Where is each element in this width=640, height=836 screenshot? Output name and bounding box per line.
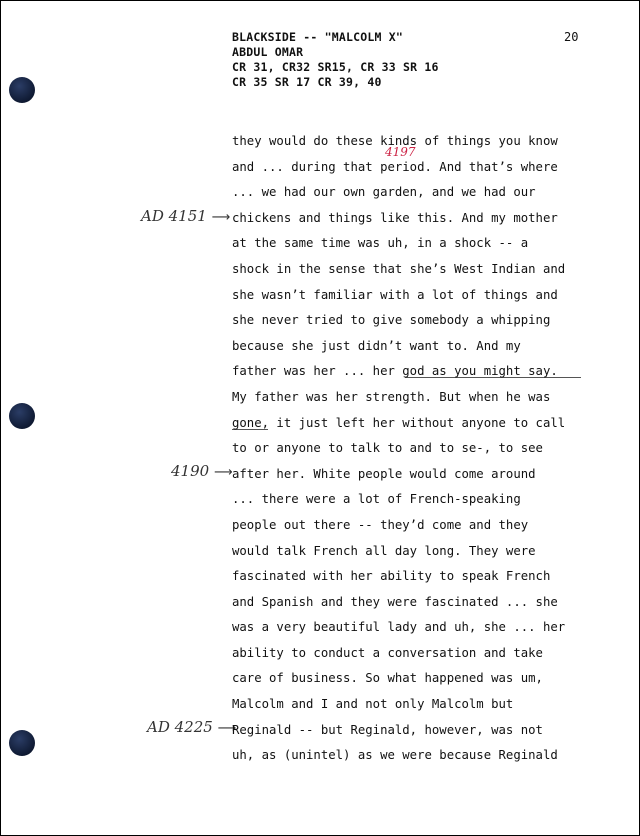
header-speaker: ABDUL OMAR bbox=[232, 45, 304, 59]
transcript-line: ability to conduct a conversation and take bbox=[232, 645, 543, 660]
margin-timecode-3 bbox=[147, 718, 236, 736]
header-title: BLACKSIDE -- "MALCOLM X" bbox=[232, 30, 403, 44]
transcript-line: she wasn’t familiar with a lot of things and bbox=[232, 287, 558, 302]
red-timecode-note: 4197 bbox=[385, 145, 416, 159]
transcript-line: at the same time was uh, in a shock -- a bbox=[232, 236, 529, 251]
margin-timecode-1 bbox=[141, 207, 230, 225]
arrow-icon: ⟶ bbox=[213, 465, 233, 480]
transcript-line: would talk French all day long. They were bbox=[232, 543, 536, 558]
transcript-line: uh, as (unintel) as we were because Reginald bbox=[232, 748, 558, 763]
binder-hole-middle bbox=[9, 403, 35, 429]
transcript-line: Reginald -- but Reginald, however, was not bbox=[232, 722, 543, 737]
margin-timecode-2-text: 4190 bbox=[171, 462, 210, 480]
transcript-line: care of business. So what happened was um, bbox=[232, 671, 543, 686]
transcript-line: Malcolm and I and not only Malcolm but bbox=[232, 697, 514, 712]
margin-timecode-1-text: AD 4151 bbox=[141, 207, 207, 225]
binder-hole-top bbox=[9, 77, 35, 103]
page-number: 20 bbox=[564, 30, 579, 44]
transcript-line: because she just didn’t want to. And my bbox=[232, 338, 521, 353]
arrow-icon: ⟶ bbox=[211, 210, 231, 225]
transcript-body bbox=[232, 131, 592, 771]
transcript-header bbox=[232, 30, 439, 90]
transcript-line: chickens and things like this. And my mother bbox=[232, 210, 558, 225]
transcript-line: after her. White people would come around bbox=[232, 466, 536, 481]
transcript-line: and ... during that period. And that’s where bbox=[232, 159, 558, 174]
header-rolls-2: CR 35 SR 17 CR 39, 40 bbox=[232, 75, 382, 89]
transcript-line: people out there -- they’d come and they bbox=[232, 517, 529, 532]
binder-hole-bottom bbox=[9, 730, 35, 756]
transcript-line: fascinated with her ability to speak French bbox=[232, 569, 551, 584]
transcript-line: they would do these kinds of things you know bbox=[232, 134, 558, 148]
transcript-line: was a very beautiful lady and uh, she ... her bbox=[232, 620, 566, 635]
transcript-line: ... we had our own garden, and we had our bbox=[232, 185, 536, 200]
header-rolls-1: CR 31, CR32 SR15, CR 33 SR 16 bbox=[232, 60, 439, 74]
margin-timecode-3-text: AD 4225 bbox=[147, 718, 213, 736]
transcript-line: gone, it just left her without anyone to call bbox=[232, 415, 566, 430]
transcript-line: ... there were a lot of French-speaking bbox=[232, 492, 521, 507]
transcript-line: father was her ... her god as you might say. bbox=[232, 364, 558, 379]
transcript-line: to or anyone to talk to and to se-, to see bbox=[232, 441, 543, 456]
margin-timecode-2 bbox=[171, 462, 233, 480]
transcript-line: shock in the sense that she’s West Indian and bbox=[232, 261, 566, 276]
transcript-line: My father was her strength. But when he was bbox=[232, 389, 551, 404]
transcript-line: she never tried to give somebody a whipping bbox=[232, 313, 551, 328]
transcript-line: and Spanish and they were fascinated ... she bbox=[232, 594, 558, 609]
arrow-icon: ⟶ bbox=[217, 721, 237, 736]
